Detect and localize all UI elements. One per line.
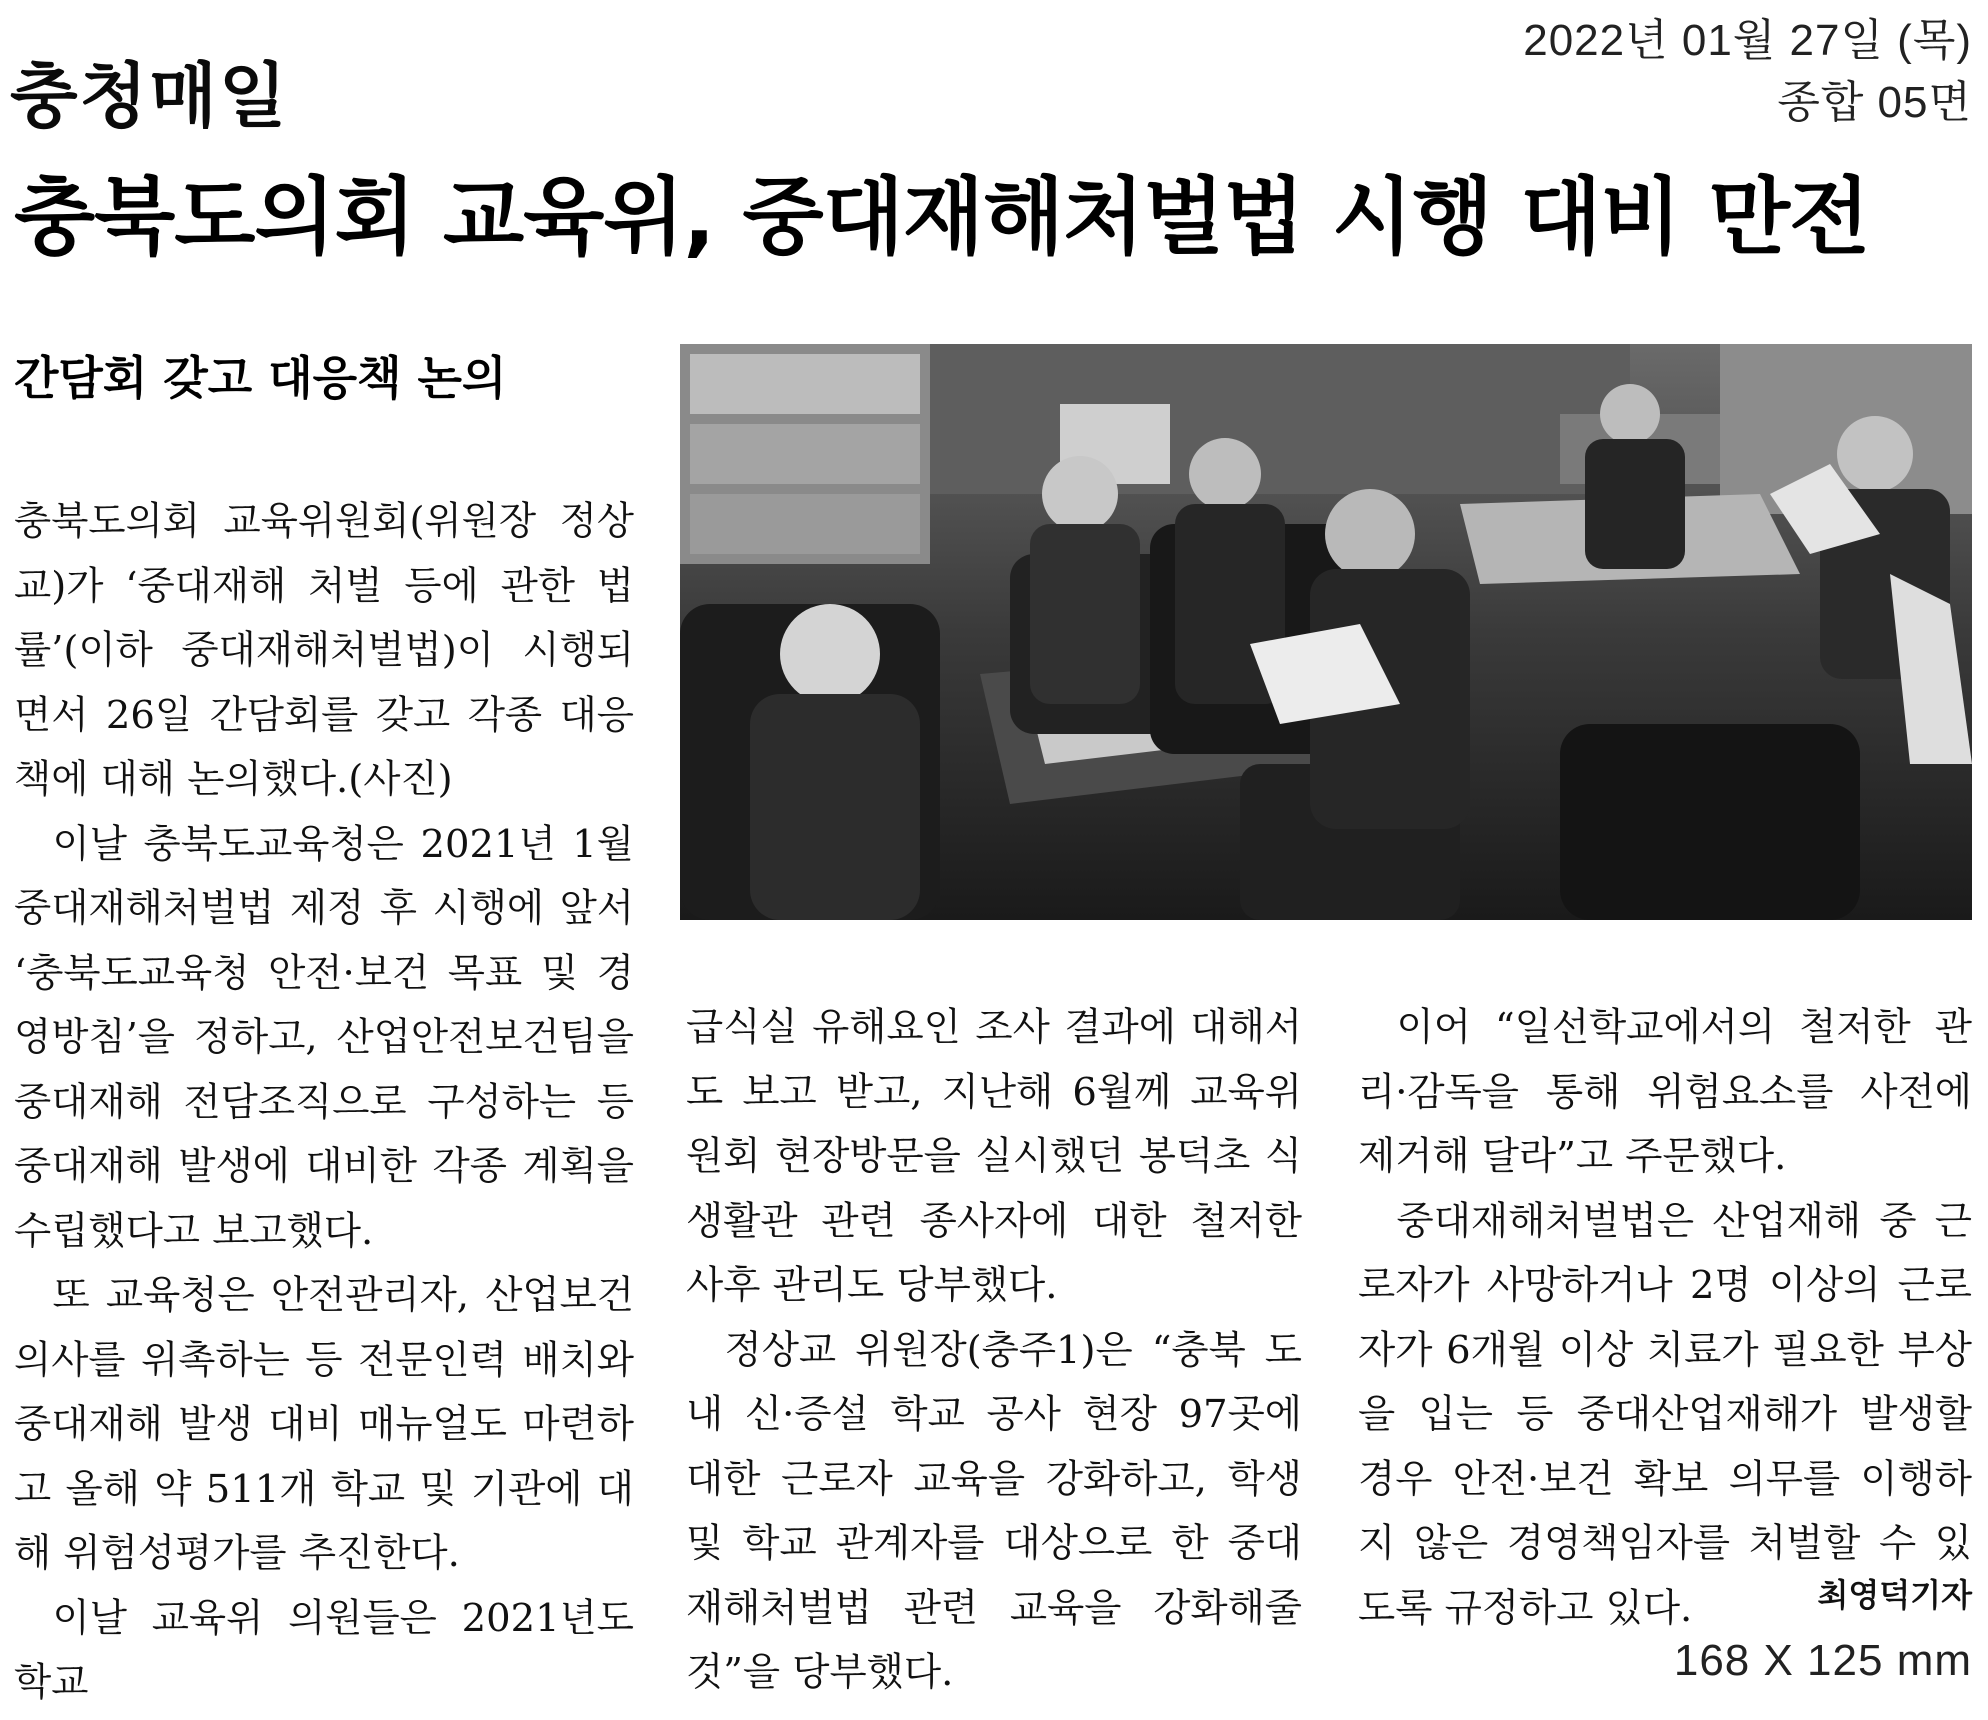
article-dimensions: 168 X 125 mm	[1673, 1636, 1972, 1685]
article-photo	[680, 344, 1972, 920]
page-section: 종합 05면	[1777, 78, 1972, 127]
paragraph: 충북도의회 교육위원회(위원장 정상교)가 ‘중대재해 처벌 등에 관한 법률’(이하 중대재해처벌법)이 시행되면서 26일 간담회를 갖고 각종 대응책에 대해 논의했다.(사진)	[14, 499, 634, 802]
paragraph: 이날 충북도교육청은 2021년 1월 중대재해처벌법 제정 후 시행에 앞서 ‘충북도교육청 안전·보건 목표 및 경영방침’을 정하고, 산업안전보건팀을 중대재해 전담조직으로 구성하는 등 중대재해 발생에 대비한 각종 계획을 수립했다고 보고했다.	[14, 821, 634, 1254]
byline: 최영덕기자	[1817, 1576, 1972, 1614]
date-line: 2022년 01월 27일 (목)	[1523, 16, 1972, 65]
subheadline: 간담회 갖고 대응책 논의	[14, 351, 507, 405]
publication-logo: 충청매일	[10, 55, 289, 137]
headline: 충북도의회 교육위, 중대재해처벌법 시행 대비 만전	[14, 168, 1870, 266]
meeting-photo-illustration	[680, 344, 1972, 920]
article-column-3	[1358, 996, 1972, 1641]
paragraph: 또 교육청은 안전관리자, 산업보건의사를 위촉하는 등 전문인력 배치와 중대재해 발생 대비 매뉴얼도 마련하고 올해 약 511개 학교 및 기관에 대해 위험성평가를 추진한다.	[14, 1273, 634, 1576]
paragraph: 급식실 유해요인 조사 결과에 대해서도 보고 받고, 지난해 6월께 교육위원회 현장방문을 실시했던 봉덕초 식생활관 관련 종사자에 대한 철저한 사후 관리도 당부했다.	[686, 1005, 1302, 1308]
paragraph: 중대재해처벌법은 산업재해 중 근로자가 사망하거나 2명 이상의 근로자가 6개월 이상 치료가 필요한 부상을 입는 등 중대산업재해가 발생할 경우 안전·보건 확보 의무를 이행하지 않은 경영책임자를 처벌할 수 있도록 규정하고 있다.	[1358, 1198, 1972, 1631]
paragraph: 이어 “일선학교에서의 철저한 관리·감독을 통해 위험요소를 사전에 제거해 달라”고 주문했다.	[1358, 1005, 1972, 1179]
paragraph: 이날 교육위 의원들은 2021년도 학교	[14, 1595, 634, 1705]
article-column-2	[686, 996, 1302, 1706]
paragraph: 정상교 위원장(충주1)은 “충북 도내 신·증설 학교 공사 현장 97곳에 대한 근로자 교육을 강화하고, 학생 및 학교 관계자를 대상으로 한 중대재해처벌법 관련 교육을 강화해줄 것”을 당부했다.	[686, 1327, 1302, 1695]
article-column-1	[14, 490, 634, 1716]
